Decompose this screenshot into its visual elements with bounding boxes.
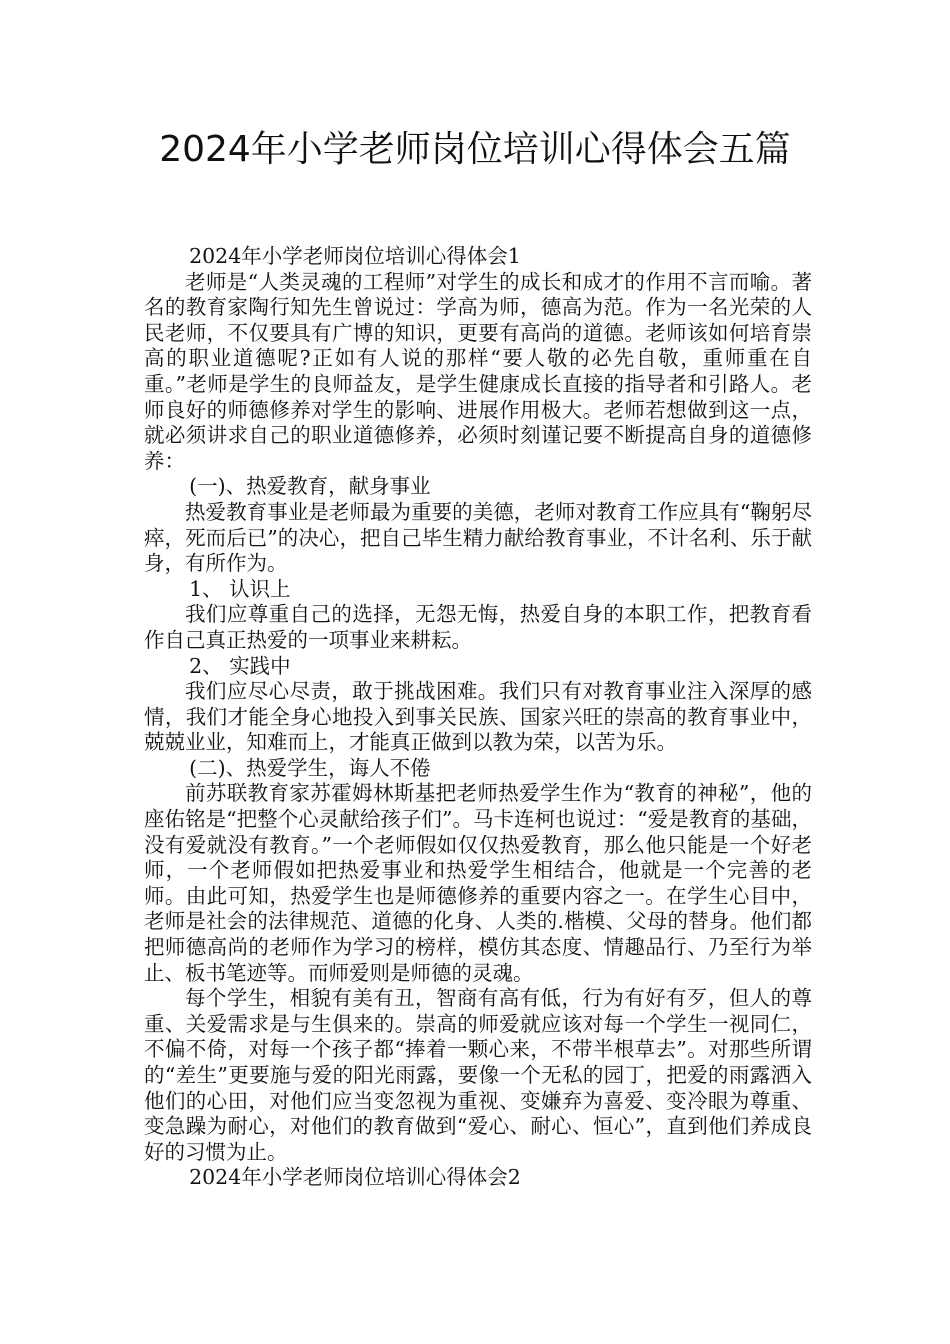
section-heading: 2024年小学老师岗位培训心得体会2 bbox=[189, 1165, 521, 1190]
document-title: 2024年小学老师岗位培训心得体会五篇 bbox=[159, 129, 791, 170]
body-paragraph: 热爱教育事业是老师最为重要的美德，老师对教育工作应具有“鞠躬尽瘁，死而后已”的决心，把自己毕生精力献给教育事业，不计名利、乐于献身，有所作为。 bbox=[144, 499, 812, 576]
body-paragraph: 我们应尽心尽责，敢于挑战困难。我们只有对教育事业注入深厚的感情，我们才能全身心地投入到事关民族、国家兴旺的崇高的教育事业中，兢兢业业，知难而上，才能真正做到以教为荣，以苦为乐。 bbox=[144, 679, 812, 755]
section-heading: 2、 实践中 bbox=[189, 653, 291, 678]
section-heading: (一)、热爱教育，献身事业 bbox=[189, 474, 431, 499]
body-paragraph: 老师是“人类灵魂的工程师”对学生的成长和成才的作用不言而喻。著名的教育家陶行知先生曾说过：学高为师，德高为范。作为一名光荣的人民老师，不仅要具有广博的知识，更要有高尚的道德。老师该如何培育崇高的职业道德呢?正如有人说的那样“要人敬的必先自敬，重师重在自重。”老师是学生的良师益友，是学生健康成长直接的指导者和引路人。老师良好的师德修养对学生的影响、进展作用极大。老师若想做到这一点，就必须讲求自己的职业道德修养，必须时刻谨记要不断提高自身的道德修养： bbox=[144, 269, 812, 473]
body-paragraph: 我们应尊重自己的选择，无怨无悔，热爱自身的本职工作，把教育看作自己真正热爱的一项事业来耕耘。 bbox=[144, 602, 812, 652]
section-heading: 2024年小学老师岗位培训心得体会1 bbox=[189, 244, 521, 268]
section-heading: 1、 认识上 bbox=[189, 576, 291, 601]
section-heading: (二)、热爱学生，诲人不倦 bbox=[189, 755, 431, 780]
body-paragraph: 前苏联教育家苏霍姆林斯基把老师热爱学生作为“教育的神秘”，他的座佑铭是“把整个心灵献给孩子们”。马卡连柯也说过：“爱是教育的基础，没有爱就没有教育。”一个老师假如仅仅热爱教育，那么他只能是一个好老师，一个老师假如把热爱事业和热爱学生相结合，他就是一个完善的老师。由此可知，热爱学生也是师德修养的重要内容之一。在学生心目中，老师是社会的法律规范、道德的化身、人类的.楷模、父母的替身。他们都把师德高尚的老师作为学习的榜样，模仿其态度、情趣品行、乃至行为举止、板书笔迹等。而师爱则是师德的灵魂。 bbox=[144, 781, 812, 985]
document-body bbox=[144, 244, 812, 1191]
body-paragraph: 每个学生，相貌有美有丑，智商有高有低，行为有好有歹，但人的尊重、关爱需求是与生俱来的。崇高的师爱就应该对每一个学生一视同仁，不偏不倚，对每一个孩子都“捧着一颗心来，不带半根草去”。对那些所谓的“差生”更要施与爱的阳光雨露，要像一个无私的园丁，把爱的雨露洒入他们的心田，对他们应当变忽视为重视、变嫌弃为喜爱、变冷眼为尊重、变急躁为耐心，对他们的教育做到“爱心、耐心、恒心”，直到他们养成良好的习惯为止。 bbox=[144, 986, 812, 1164]
